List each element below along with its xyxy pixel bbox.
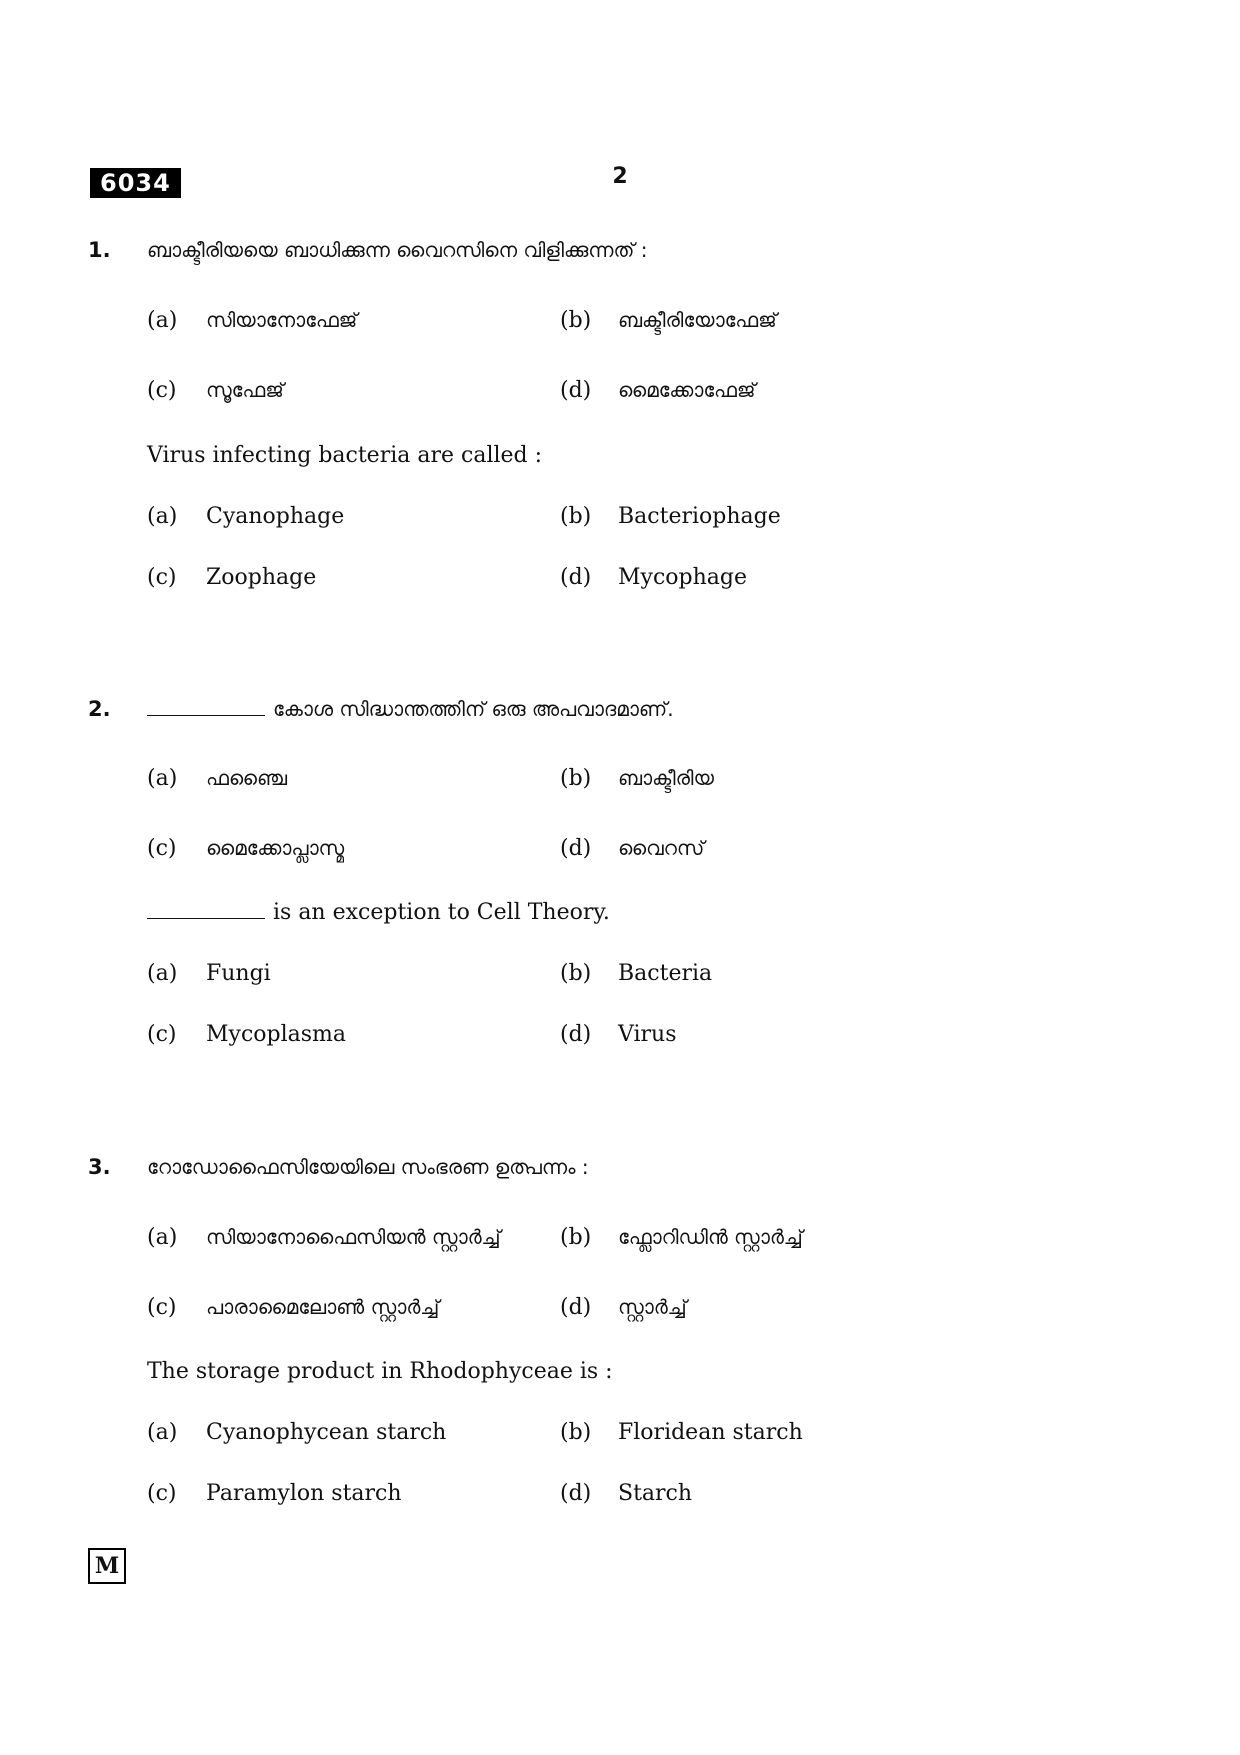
option-text: Starch [618, 1481, 693, 1506]
option-text: Cyanophage [206, 504, 345, 529]
option-label: (b) [560, 1420, 592, 1445]
fill-in-blank [147, 900, 265, 919]
question-number: 3. [88, 1155, 111, 1179]
option-text: Mycophage [618, 565, 747, 590]
option-text: മൈക്കോഫേജ് [618, 378, 756, 402]
option-label: (c) [147, 1295, 177, 1320]
question-stem-malayalam: റോഡോഫൈസിയേയിലെ സംഭരണ ഉത്പന്നം : [147, 1155, 589, 1179]
option-text: മൈക്കോപ്ലാസ്മ [206, 836, 345, 860]
question-stem-malayalam: ബാക്ടീരിയയെ ബാധിക്കുന്ന വൈറസിനെ വിളിക്കുന്നത് : [147, 238, 648, 262]
paper-code-badge: 6034 [90, 168, 181, 198]
option-text: ബാക്ടീരിയ [618, 766, 714, 790]
question-number: 1. [88, 238, 111, 262]
option-label: (a) [147, 1225, 178, 1250]
option-label: (a) [147, 766, 178, 791]
option-text: സ്റ്റാർച്ച് [618, 1295, 687, 1319]
option-label: (c) [147, 1022, 177, 1047]
option-text: സിയാനോഫേജ് [206, 308, 358, 332]
option-label: (b) [560, 504, 592, 529]
question-stem-text: is an exception to Cell Theory. [273, 900, 610, 925]
option-label: (b) [560, 1225, 592, 1250]
option-text: ബക്ടീരിയോഫേജ് [618, 308, 777, 332]
option-text: Mycoplasma [206, 1022, 347, 1047]
option-label: (c) [147, 378, 177, 403]
question-stem-english [147, 900, 610, 925]
page-number: 2 [612, 164, 628, 189]
option-label: (a) [147, 504, 178, 529]
option-text: സിയാനോഫൈസിയൻ സ്റ്റാർച്ച് [206, 1225, 501, 1249]
option-label: (a) [147, 961, 178, 986]
option-text: Fungi [206, 961, 271, 986]
option-text: സൂഫേജ് [206, 378, 284, 402]
option-label: (d) [560, 836, 592, 861]
option-text: Cyanophycean starch [206, 1420, 447, 1445]
option-text: Zoophage [206, 565, 317, 590]
question-number: 2. [88, 697, 111, 721]
option-text: Floridean starch [618, 1420, 803, 1445]
option-label: (b) [560, 308, 592, 333]
question-stem-english: The storage product in Rhodophyceae is : [147, 1359, 613, 1384]
option-text: ഫ്ലോറിഡിൻ സ്റ്റാർച്ച് [618, 1225, 803, 1249]
option-label: (b) [560, 766, 592, 791]
option-label: (d) [560, 1295, 592, 1320]
option-text: Bacteria [618, 961, 713, 986]
option-text: വൈറസ് [618, 836, 705, 860]
option-text: Bacteriophage [618, 504, 781, 529]
option-label: (b) [560, 961, 592, 986]
option-label: (d) [560, 378, 592, 403]
question-stem-malayalam [147, 697, 674, 721]
option-text: Virus [618, 1022, 677, 1047]
option-label: (a) [147, 308, 178, 333]
option-label: (c) [147, 836, 177, 861]
option-text: Paramylon starch [206, 1481, 402, 1506]
option-text: ഫഞ്ചൈ [206, 766, 287, 790]
option-label: (a) [147, 1420, 178, 1445]
option-label: (c) [147, 1481, 177, 1506]
option-label: (c) [147, 565, 177, 590]
option-label: (d) [560, 1481, 592, 1506]
question-stem-english: Virus infecting bacteria are called : [147, 443, 543, 468]
option-label: (d) [560, 565, 592, 590]
fill-in-blank [147, 697, 265, 716]
question-stem-text: കോശ സിദ്ധാന്തത്തിന് ഒരു അപവാദമാണ്. [273, 697, 674, 721]
version-mark-box: M [88, 1548, 126, 1584]
option-label: (d) [560, 1022, 592, 1047]
option-text: പാരാമൈലോൺ സ്റ്റാർച്ച് [206, 1295, 440, 1319]
